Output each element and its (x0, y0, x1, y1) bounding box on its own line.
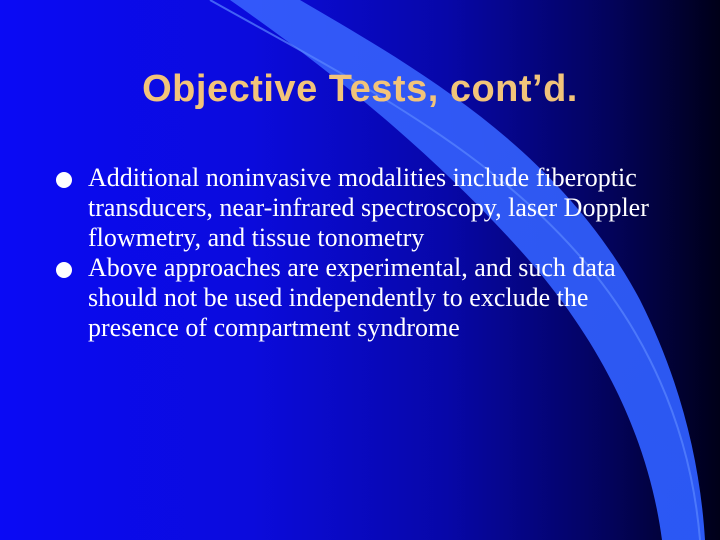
bullet-text: Additional noninvasive modalities include fiberoptic transducers, near-infrared spectroscopy, laser Doppler flowmetry, and tissue tonometry (88, 163, 649, 252)
slide-title: Objective Tests, cont’d. (142, 68, 578, 110)
bullet-circle-icon (56, 172, 72, 188)
bullet-item (56, 163, 666, 253)
bullet-text: Above approaches are experimental, and such data should not be used independently to exclude the presence of compartment syndrome (88, 253, 616, 342)
bullet-circle-icon (56, 262, 72, 278)
bullet-item (56, 253, 666, 343)
bullet-list (56, 163, 666, 343)
